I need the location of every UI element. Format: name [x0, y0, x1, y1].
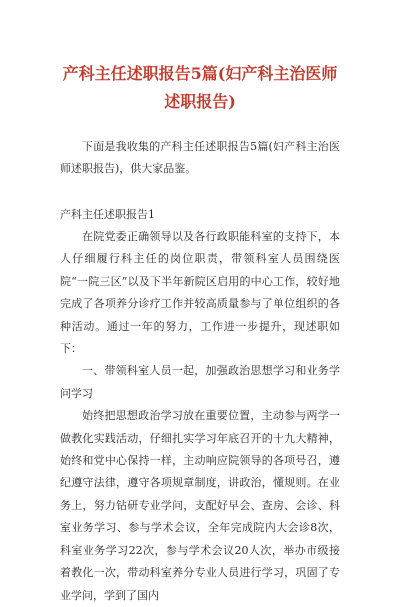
intro-paragraph: 下面是我收集的产科主任述职报告5篇(妇产科主治医师述职报告)，供大家品鉴。: [60, 140, 340, 175]
body-paragraph-1: 在院党委正确领导以及各行政职能科室的支持下，本人仔细履行科主任的岗位职责，带领科室人员围绕医院“一院三区”以及下半年新院区启用的中心工作，较好地完成了各项养分诊疗工作并较高质量参与了单位组织的各种活动。通过一年的努力，工作进一步提升，现述职如下：: [60, 230, 340, 356]
body-paragraph-2: 一、带领科室人员一起，加强政治思想学习和业务学问学习: [60, 364, 340, 400]
body-paragraph-3: 始终把思想政治学习放在重要位置，主动参与两学一做教化实践活动，仔细扎实学习年底召开的十九大精神，始终和党中心保持一样，主动响应院领导的各项号召，遵纪遵守法律，遵守各项规章制度，讲政治，懂规则。在业务上，努力钻研专业学问，支配好早会、查房、会诊、科室业务学习、参与学术会议，全年完成院内大会诊8次，科室业务学习22次，参与学术会议20人次，举办市级接着教化一次，带动科室养分专业人员进行学习，巩固了专业学问，学到了国内: [60, 409, 340, 602]
document-title: 产科主任述职报告5篇(妇产科主治医师述职报告): [62, 64, 338, 111]
section-heading: 产科主任述职报告1: [60, 208, 155, 221]
